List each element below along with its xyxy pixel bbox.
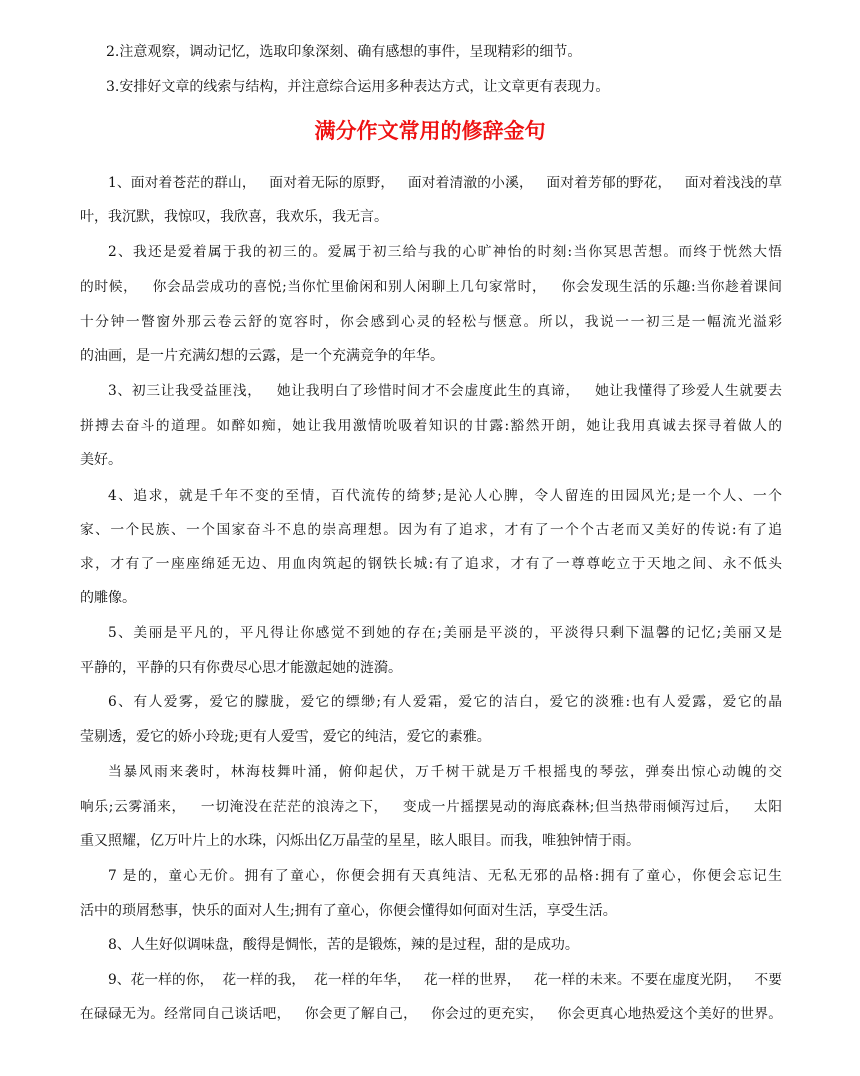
paragraph-line: 家、一个民族、一个国家奋斗不息的崇高理想。因为有了追求，才有了一个个古老而又美好的传说:有了追	[80, 522, 782, 538]
paragraph-line: 莹剔透，爱它的娇小玲珑;更有人爱雪，爱它的纯洁，爱它的素雅。	[80, 729, 491, 745]
paragraph-line: 9、花一样的你， 花一样的我， 花一样的年华， 花一样的世界， 花一样的未来。不要在虚度光阴， 不要	[108, 972, 782, 988]
paragraph-line: 6、有人爱雾，爱它的朦胧，爱它的缥缈;有人爱霜，爱它的洁白，爱它的淡雅:也有人爱露，爱它的晶	[108, 694, 782, 710]
paragraph-line: 活中的琐屑愁事，快乐的面对人生;拥有了童心，你便会懂得如何面对生活，享受生活。	[80, 903, 617, 919]
paragraph-line: 响乐;云雾涌来， 一切淹没在茫茫的浪涛之下， 变成一片摇摆晃动的海底森林;但当热带雨倾泻过后， 太阳	[80, 799, 782, 815]
paragraph-line: 8、人生好似调味盘，酸得是惆怅，苦的是锻炼，辣的是过程，甜的是成功。	[108, 937, 579, 953]
paragraph-line: 重又照耀，亿万叶片上的水珠，闪烁出亿万晶莹的星星，眩人眼目。而我，唯独钟情于雨。	[80, 833, 640, 849]
paragraph-line: 求，才有了一座座绵延无边、用血肉筑起的钢铁长城:有了追求，才有了一尊尊屹立于天地之间、永不低头	[80, 556, 782, 572]
paragraph-line: 拼搏去奋斗的道理。如醉如痴，她让我用激情吮吸着知识的甘露:豁然开朗，她让我用真诚去探寻着做人的	[80, 418, 782, 434]
paragraph-line: 的时候， 你会品尝成功的喜悦;当你忙里偷闲和别人闲聊上几句家常时， 你会发现生活的乐趣:当你趁着课间	[80, 279, 782, 295]
paragraph-line: 7 是的，童心无价。拥有了童心，你便会拥有天真纯洁、无私无邪的品格:拥有了童心，你便会忘记生	[108, 868, 782, 884]
intro-tip: 3.安排好文章的线索与结构，并注意综合运用多种表达方式，让文章更有表现力。	[106, 79, 610, 95]
paragraph-line: 当暴风雨来袭时，林海枝舞叶涌，俯仰起伏，万千树干就是万千根摇曳的琴弦，弹奏出惊心动魄的交	[108, 764, 782, 780]
paragraph-line: 4、追求，就是千年不变的至情，百代流传的绮梦;是沁人心脾，令人留连的田园风光;是一个人、一个	[108, 488, 782, 504]
paragraph-line: 3、初三让我受益匪浅， 她让我明白了珍惜时间才不会虚度此生的真谛， 她让我懂得了珍爱人生就要去	[108, 383, 782, 399]
intro-tip: 2.注意观察，调动记忆，选取印象深刻、确有感想的事件，呈现精彩的细节。	[106, 44, 582, 60]
page-title: 满分作文常用的修辞金句	[314, 119, 546, 143]
paragraph-line: 的雕像。	[80, 590, 136, 606]
paragraph-line: 的油画，是一片充满幻想的云露，是一个充满竞争的年华。	[80, 348, 444, 364]
paragraph-line: 1、面对着苍茫的群山， 面对着无际的原野， 面对着清澈的小溪， 面对着芳郁的野花， 面对着浅浅的草	[108, 175, 782, 191]
paragraph-line: 十分钟一瞥窗外那云卷云舒的宽容时，你会感到心灵的轻松与惬意。所以，我说一一初三是一幅流光溢彩	[80, 314, 782, 330]
paragraph-line: 5、美丽是平凡的，平凡得让你感觉不到她的存在;美丽是平淡的，平淡得只剩下温馨的记忆;美丽又是	[108, 625, 782, 641]
paragraph-line: 在碌碌无为。经常同自己谈话吧， 你会更了解自己， 你会过的更充实， 你会更真心地热爱这个美好的世界。	[80, 1006, 782, 1022]
paragraph-line: 叶，我沉默，我惊叹，我欣喜，我欢乐，我无言。	[80, 209, 388, 225]
paragraph-line: 美好。	[80, 452, 122, 468]
paragraph-line: 平静的，平静的只有你费尽心思才能激起她的涟漪。	[80, 660, 402, 676]
paragraph-line: 2、我还是爱着属于我的初三的。爱属于初三给与我的心旷神怡的时刻:当你冥思苦想。而终于恍然大悟	[108, 244, 782, 260]
